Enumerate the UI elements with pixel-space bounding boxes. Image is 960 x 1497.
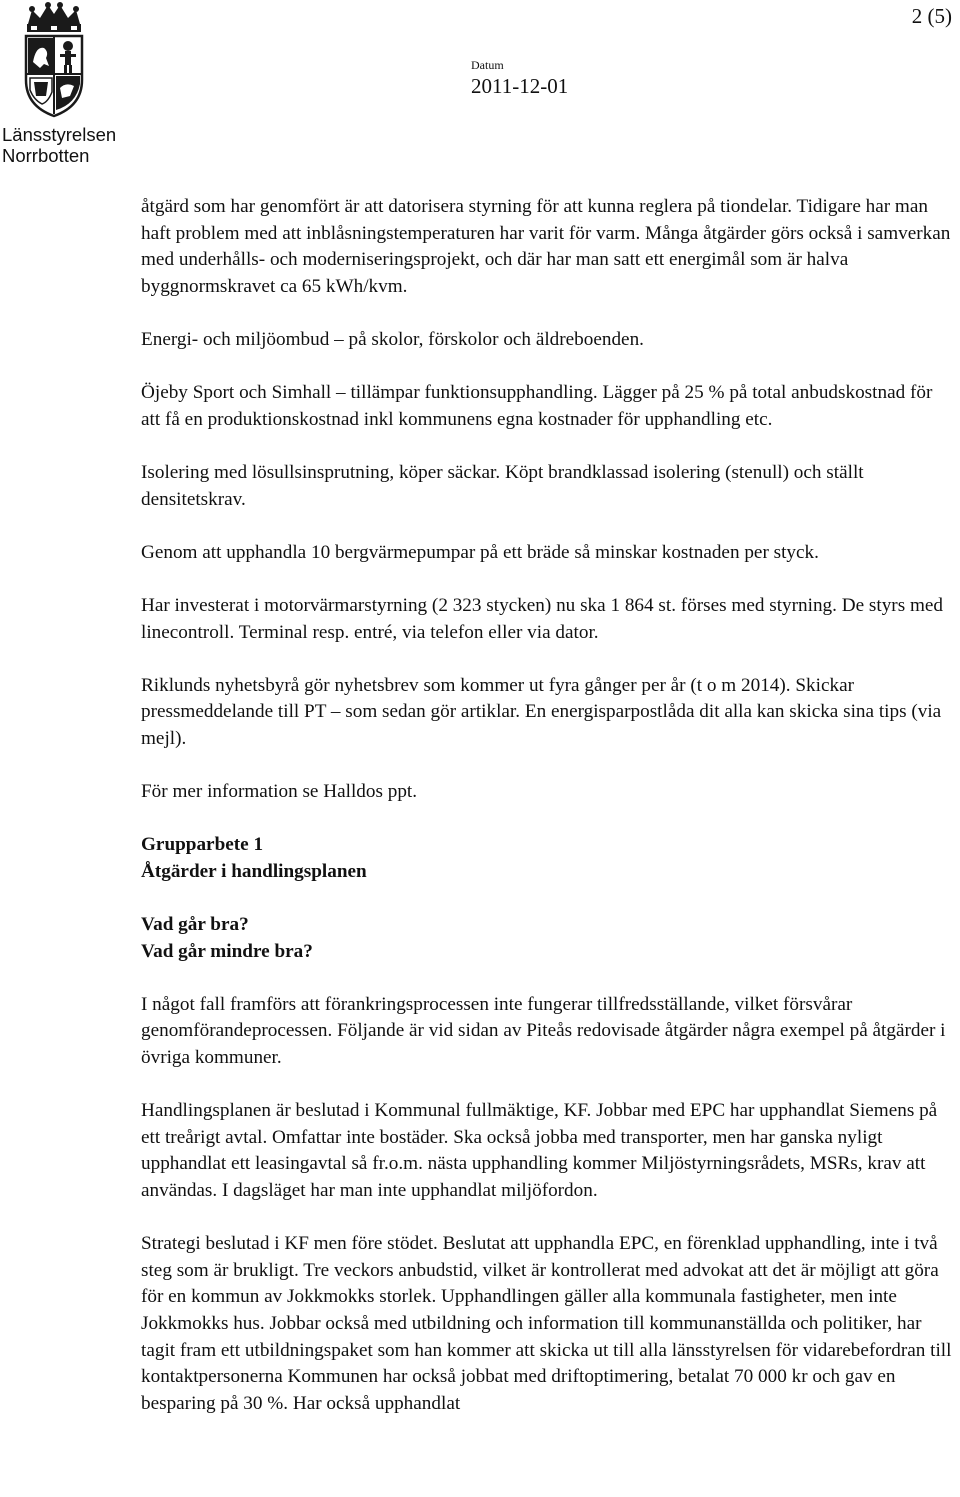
logo-line-1: Länsstyrelsen <box>2 124 117 145</box>
paragraph: Riklunds nyhetsbyrå gör nyhetsbrev som kommer ut fyra gånger per år (t o m 2014). Skickar pressmeddelande till PT – som sedan gör artiklar. En energisparpostlåda dit alla kan skicka sina tips (via mejl). <box>141 674 942 749</box>
date-value: 2011-12-01 <box>471 74 569 98</box>
paragraph: För mer information se Halldos ppt. <box>141 781 418 803</box>
paragraph: Energi- och miljöombud – på skolor, förskolor och äldreboenden. <box>141 328 644 350</box>
heading-line: Åtgärder i handlingsplanen <box>141 860 367 882</box>
paragraph: åtgärd som har genomfört är att datorisera styrning för att kunna reglera på tiondelar. Tidigare har man haft problem med att inblåsningstemperaturen har varit för varm. Många åtgärder görs också i samverkan med underhålls- och moderniseringsprojekt, och där har man satt ett energimål som är halva byggnormskravet ca 65 kWh/kvm. <box>141 196 951 297</box>
logo-line-2: Norrbotten <box>2 145 90 166</box>
paragraph: Genom att upphandla 10 bergvärmepumpar på ett bräde så minskar kostnaden per styck. <box>141 541 819 563</box>
paragraph: Öjeby Sport och Simhall – tillämpar funktionsupphandling. Lägger på 25 % på total anbudskostnad för att få en produktionskostnad inkl kommunens egna kostnader för upphandling etc. <box>141 382 933 430</box>
page-number: 2 (5) <box>911 4 952 28</box>
section-heading <box>141 832 956 885</box>
heading-line: Vad går bra? <box>141 914 249 936</box>
section-heading <box>141 912 956 965</box>
document-body <box>141 194 956 1417</box>
coat-of-arms-icon <box>22 2 86 120</box>
date-label: Datum <box>471 58 504 72</box>
paragraph: Isolering med lösullsinsprutning, köper säckar. Köpt brandklassad isolering (stenull) och ställt densitetskrav. <box>141 461 864 510</box>
paragraph: Har investerat i motorvärmarstyrning (2 323 stycken) nu ska 1 864 st. förses med styrning. De styrs med linecontroll. Terminal resp. entré, via telefon eller via dator. <box>141 594 943 643</box>
heading-line: Grupparbete 1 <box>141 834 264 856</box>
county-logo <box>0 2 115 167</box>
paragraph: Handlingsplanen är beslutad i Kommunal fullmäktige, KF. Jobbar med EPC har upphandlat Siemens på ett treårigt avtal. Omfattar inte bostäder. Ska också jobba med transporter, men har ganska nyligt upphandlat ett leasingavtal så fr.o.m. nästa upphandling kommer Miljöstyrningsrådets, MSRs, krav att användas. I dagsläget har man inte upphandlat miljöfordon. <box>141 1100 938 1201</box>
paragraph: Strategi beslutad i KF men före stödet. Beslutat att upphandla EPC, en förenklad upphandling, inte i två steg som är brukligt. Tre veckors anbudstid, vilket är kontrollerat med advokat att det är möjligt att göra för en kommun av Jokkmokks storlek. Upphandlingen gäller alla kommunala fastigheter, men inte Jokkmokks hus. Jobbar också med utbildning och information till kommunanställda och politiker, har tagit fram ett utbildningspaket som han kommer att skicka ut till alla länsstyrelsen för vidarebefordran till kontaktpersonerna Kommunen har också jobbat med driftoptimering, betalat 70 000 kr och gav en besparing på 30 %. Har också upphandlat <box>141 1233 952 1414</box>
date-block <box>471 58 568 98</box>
heading-line: Vad går mindre bra? <box>141 940 313 962</box>
paragraph: I något fall framförs att förankringsprocessen inte fungerar tillfredsställande, vilket försvårar genomförandeprocessen. Följande är vid sidan av Piteås redovisade åtgärder några exempel på åtgärder i övriga kommuner. <box>141 993 946 1068</box>
